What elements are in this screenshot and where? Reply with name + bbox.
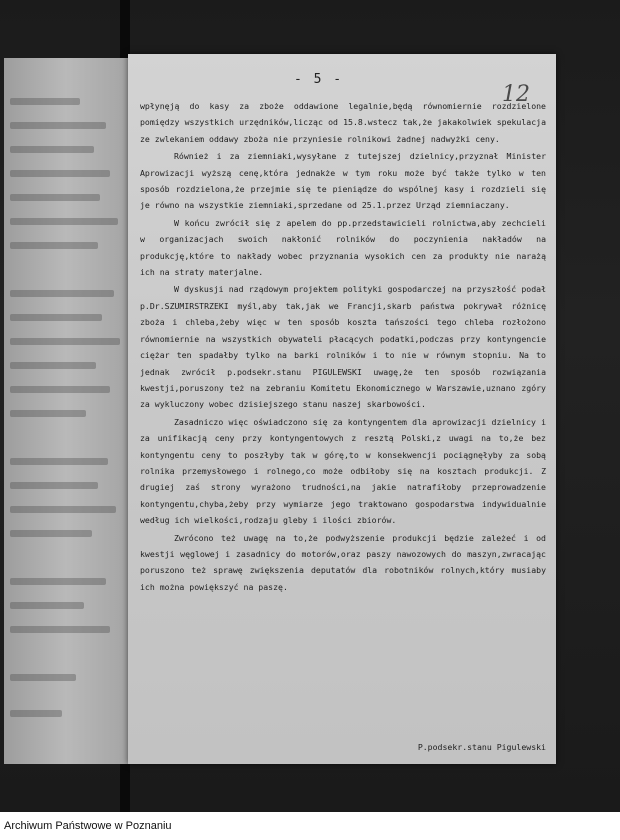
- archive-name: Archiwum Państwowe w Poznaniu: [4, 820, 172, 832]
- bleed-through-line: [10, 194, 100, 201]
- left-adjacent-page: [4, 58, 128, 764]
- bleed-through-line: [10, 290, 114, 297]
- bleed-through-line: [10, 362, 96, 369]
- bleed-through-line: [10, 674, 76, 681]
- bleed-through-line: [10, 338, 120, 345]
- bleed-through-line: [10, 242, 98, 249]
- folio-number: 12: [502, 82, 530, 107]
- document-page: [128, 54, 556, 764]
- bleed-through-line: [10, 218, 118, 225]
- paragraph: Również i za ziemniaki,wysyłane z tutejszej dzielnicy,przyznał Minister Aprowizacji wyższą cenę,która jednakże w tym roku może być także tylko w ten sposób rozdzielona,że przejmie się te pieniądze do wspólnej kasy i rozdzieli się je równo na wszystkie ziemniaki,sprzedane od 25.1.przez Urząd ziemniaczany.: [140, 151, 546, 211]
- bleed-through-line: [10, 458, 108, 465]
- bleed-through-line: [10, 170, 110, 177]
- page-number: - 5 -: [294, 72, 344, 87]
- signature-line: P.podsekr.stanu Pigulewski: [417, 742, 546, 752]
- paragraph: wpłynęją do kasy za zboże oddawione legalnie,będą równomiernie rozdzielone pomiędzy wszystkich urzędników,licząc od 15.8.wstecz tak,że jakakolwiek spekulacja ze zwlekaniem oddawy zboża nie przyniesie rolnikowi żadnej nadwyżki ceny.: [140, 101, 546, 144]
- bleed-through-line: [10, 578, 106, 585]
- document-body: [140, 98, 546, 596]
- paragraph: W dyskusji nad rządowym projektem polityki gospodarczej na przyszłość podał p.Dr.SZUMIRSTRZEKI myśl,aby tak,jak we Francji,skarb państwa pokrywał różnicę zboża i chleba,żeby więc w ten sposób koszta tańszości tego chleba rozłożono równomiernie na wszystkich obywateli płacących podatki,podczas przy kontyngencie ciężar ten spadałby tylko na barki rolników i to nie w równym stopniu. Na to jednak zwrócił p.podsekr.stanu PIGULEWSKI uwagę,że ten sposób rozwiązania kwestji,poruszony też na zebraniu Komitetu Ekonomicznego w Warszawie,uznano zgóry za wykluczony wobec dzisiejszego stanu naszej skarbowości.: [140, 284, 546, 410]
- bleed-through-line: [10, 602, 84, 609]
- bleed-through-line: [10, 314, 102, 321]
- bleed-through-line: [10, 146, 94, 153]
- bleed-through-line: [10, 410, 86, 417]
- bleed-through-line: [10, 98, 80, 105]
- bleed-through-line: [10, 122, 106, 129]
- paragraph: Zwrócono też uwagę na to,że podwyższenie produkcji będzie zależeć i od kwestji węglowej i zasadnicy do motorów,oraz paszy nawozowych do maszyn,zwracając poruszono też sprawę zwiększenia deputatów dla robotników rolnych,który musiaby ich można powiększyć na paszę.: [140, 532, 546, 592]
- bleed-through-line: [10, 626, 110, 633]
- bleed-through-line: [10, 482, 98, 489]
- bleed-through-line: [10, 530, 92, 537]
- bleed-through-line: [10, 506, 116, 513]
- bleed-through-line: [10, 386, 110, 393]
- paragraph: W końcu zwrócił się z apelem do pp.przedstawicieli rolnictwa,aby zechcieli w organizacjach swoich nakłonić rolników do poczynienia nakładów na produkcję,które to nakłady wobec przyznania wysokich cen za produkty nie narażą ich na straty materjalne.: [140, 217, 546, 278]
- paragraph: Zasadniczo więc oświadczono się za kontyngentem dla aprowizacji dzielnicy i za unifikacją ceny przy kontyngentowych z resztą Polski,z uwagi na to,że bez kontyngentu ceny to poszłyby tak w górę,to w konsekwencji pociągnęłyby za sobą rolnika przemysłowego i rolnego,co może odbiłoby się na kosztach produkcji. Z drugiej zaś strony wyrażono trudności,na jakie natrafiłoby przeprowadzenie kontyngentu,chyba,żeby przy wymiarze jego traktowano gospodarstwa indywidualnie według ich wielkości,rodzaju gleby i ilości zbiorów.: [140, 416, 546, 526]
- archive-footer: [0, 812, 620, 840]
- bleed-through-line: [10, 710, 62, 717]
